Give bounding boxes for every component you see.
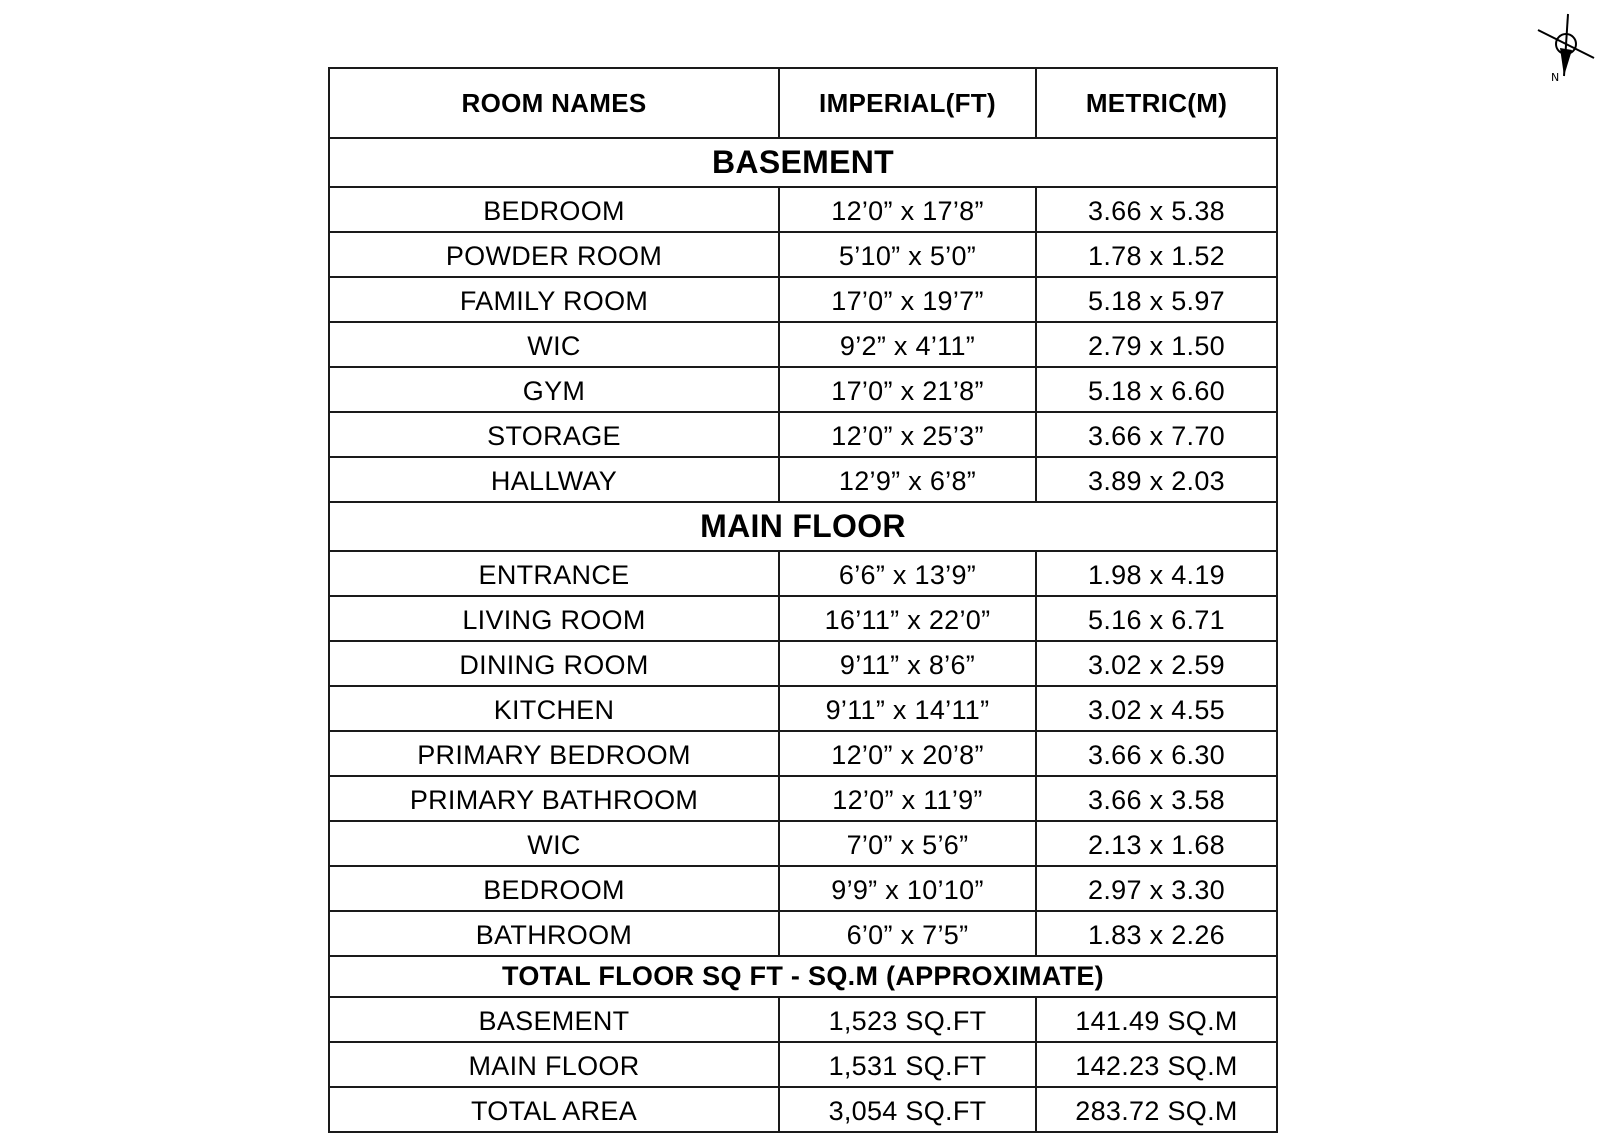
room-schedule-table [328,67,1278,1133]
table-row [329,866,1277,911]
imperial-size: 9’2” x 4’11” [779,322,1036,367]
metric-size: 2.79 x 1.50 [1036,322,1277,367]
imperial-size: 6’6” x 13’9” [779,551,1036,596]
total-metric: 283.72 SQ.M [1036,1087,1277,1132]
metric-size: 1.98 x 4.19 [1036,551,1277,596]
imperial-size: 12’0” x 20’8” [779,731,1036,776]
total-metric: 142.23 SQ.M [1036,1042,1277,1087]
imperial-size: 12’0” x 25’3” [779,412,1036,457]
room-name: DINING ROOM [329,641,779,686]
header-metric: METRIC(M) [1036,68,1277,138]
imperial-size: 6’0” x 7’5” [779,911,1036,956]
table-row [329,187,1277,232]
table-row [329,731,1277,776]
imperial-size: 9’11” x 8’6” [779,641,1036,686]
room-name: WIC [329,322,779,367]
imperial-size: 7’0” x 5’6” [779,821,1036,866]
table-row [329,457,1277,502]
metric-size: 3.66 x 6.30 [1036,731,1277,776]
total-label: MAIN FLOOR [329,1042,779,1087]
imperial-size: 16’11” x 22’0” [779,596,1036,641]
totals-row [329,1042,1277,1087]
totals-row [329,997,1277,1042]
metric-size: 5.18 x 5.97 [1036,277,1277,322]
metric-size: 2.97 x 3.30 [1036,866,1277,911]
room-name: BATHROOM [329,911,779,956]
total-imperial: 1,523 SQ.FT [779,997,1036,1042]
imperial-size: 12’0” x 11’9” [779,776,1036,821]
table-row [329,412,1277,457]
room-name: KITCHEN [329,686,779,731]
metric-size: 2.13 x 1.68 [1036,821,1277,866]
section-title: MAIN FLOOR [329,502,1277,551]
metric-size: 3.66 x 7.70 [1036,412,1277,457]
room-name: PRIMARY BATHROOM [329,776,779,821]
room-name: STORAGE [329,412,779,457]
header-row [329,68,1277,138]
total-label: TOTAL AREA [329,1087,779,1132]
room-name: PRIMARY BEDROOM [329,731,779,776]
imperial-size: 17’0” x 21’8” [779,367,1036,412]
imperial-size: 17’0” x 19’7” [779,277,1036,322]
room-name: POWDER ROOM [329,232,779,277]
imperial-size: 12’0” x 17’8” [779,187,1036,232]
table-row [329,776,1277,821]
room-name: BEDROOM [329,866,779,911]
total-metric: 141.49 SQ.M [1036,997,1277,1042]
room-name: WIC [329,821,779,866]
metric-size: 1.83 x 2.26 [1036,911,1277,956]
total-imperial: 1,531 SQ.FT [779,1042,1036,1087]
table-row [329,277,1277,322]
room-name: LIVING ROOM [329,596,779,641]
totals-title: TOTAL FLOOR SQ FT - SQ.M (APPROXIMATE) [329,956,1277,997]
header-imperial: IMPERIAL(FT) [779,68,1036,138]
header-room-names: ROOM NAMES [329,68,779,138]
room-name: FAMILY ROOM [329,277,779,322]
table-row [329,596,1277,641]
room-name: HALLWAY [329,457,779,502]
table-row [329,686,1277,731]
imperial-size: 5’10” x 5’0” [779,232,1036,277]
table-row [329,911,1277,956]
table-row [329,322,1277,367]
totals-row [329,1087,1277,1132]
imperial-size: 12’9” x 6’8” [779,457,1036,502]
north-label: N [1551,71,1560,84]
section-row-main-floor [329,502,1277,551]
metric-size: 3.02 x 2.59 [1036,641,1277,686]
total-label: BASEMENT [329,997,779,1042]
metric-size: 3.66 x 5.38 [1036,187,1277,232]
imperial-size: 9’9” x 10’10” [779,866,1036,911]
room-name: ENTRANCE [329,551,779,596]
north-arrow-icon [1536,12,1596,92]
metric-size: 1.78 x 1.52 [1036,232,1277,277]
metric-size: 3.89 x 2.03 [1036,457,1277,502]
totals-header-row [329,956,1277,997]
table-row [329,551,1277,596]
table-row [329,821,1277,866]
total-imperial: 3,054 SQ.FT [779,1087,1036,1132]
metric-size: 5.16 x 6.71 [1036,596,1277,641]
imperial-size: 9’11” x 14’11” [779,686,1036,731]
table-row [329,641,1277,686]
metric-size: 5.18 x 6.60 [1036,367,1277,412]
section-title: BASEMENT [329,138,1277,187]
section-row-basement [329,138,1277,187]
table-row [329,367,1277,412]
metric-size: 3.02 x 4.55 [1036,686,1277,731]
room-name: GYM [329,367,779,412]
metric-size: 3.66 x 3.58 [1036,776,1277,821]
table-row [329,232,1277,277]
room-name: BEDROOM [329,187,779,232]
